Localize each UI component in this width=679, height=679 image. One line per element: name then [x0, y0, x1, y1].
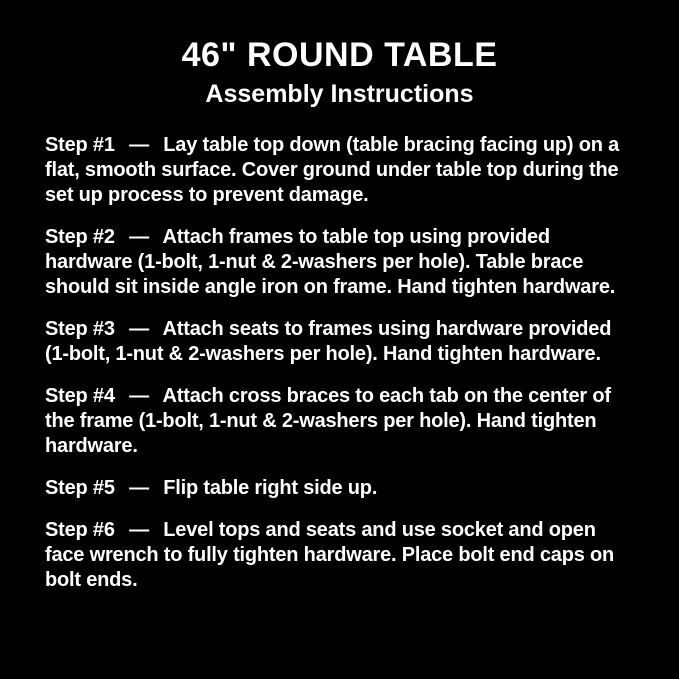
header	[45, 36, 634, 109]
page-subtitle: Assembly Instructions	[205, 80, 474, 109]
step-4-label: Step #4	[45, 384, 115, 407]
step-5-dash: —	[129, 476, 149, 499]
step-3-label: Step #3	[45, 317, 115, 340]
step-1	[45, 133, 634, 208]
step-3-dash: —	[129, 317, 149, 340]
step-1-dash: —	[129, 133, 149, 156]
step-4	[45, 384, 634, 459]
step-4-text: Attach cross braces to each tab on the center of the frame (1-bolt, 1-nut & 2-washers per hole). Hand tighten hardware.	[45, 384, 611, 457]
step-1-label: Step #1	[45, 133, 115, 156]
page-title: 46" ROUND TABLE	[181, 36, 498, 74]
step-4-dash: —	[129, 384, 149, 407]
step-5-label: Step #5	[45, 476, 115, 499]
step-3-text: Attach seats to frames using hardware provided (1-bolt, 1-nut & 2-washers per hole). Hand tighten hardware.	[45, 317, 612, 365]
steps-list	[45, 133, 634, 593]
step-6-dash: —	[129, 518, 149, 541]
step-6-label: Step #6	[45, 518, 115, 541]
step-2	[45, 225, 634, 300]
step-6	[45, 518, 634, 593]
step-2-text: Attach frames to table top using provided hardware (1-bolt, 1-nut & 2-washers per hole). Table brace should sit inside angle iron on frame. Hand tighten hardware.	[45, 225, 616, 298]
step-2-dash: —	[129, 225, 149, 248]
step-1-text: Lay table top down (table bracing facing up) on a flat, smooth surface. Cover ground under table top during the set up process to prevent damage.	[45, 133, 620, 206]
step-3	[45, 317, 634, 367]
step-6-text: Level tops and seats and use socket and open face wrench to fully tighten hardware. Place bolt end caps on bolt ends.	[45, 518, 615, 591]
step-2-label: Step #2	[45, 225, 115, 248]
step-5-text: Flip table right side up.	[163, 476, 378, 499]
step-5	[45, 476, 634, 501]
